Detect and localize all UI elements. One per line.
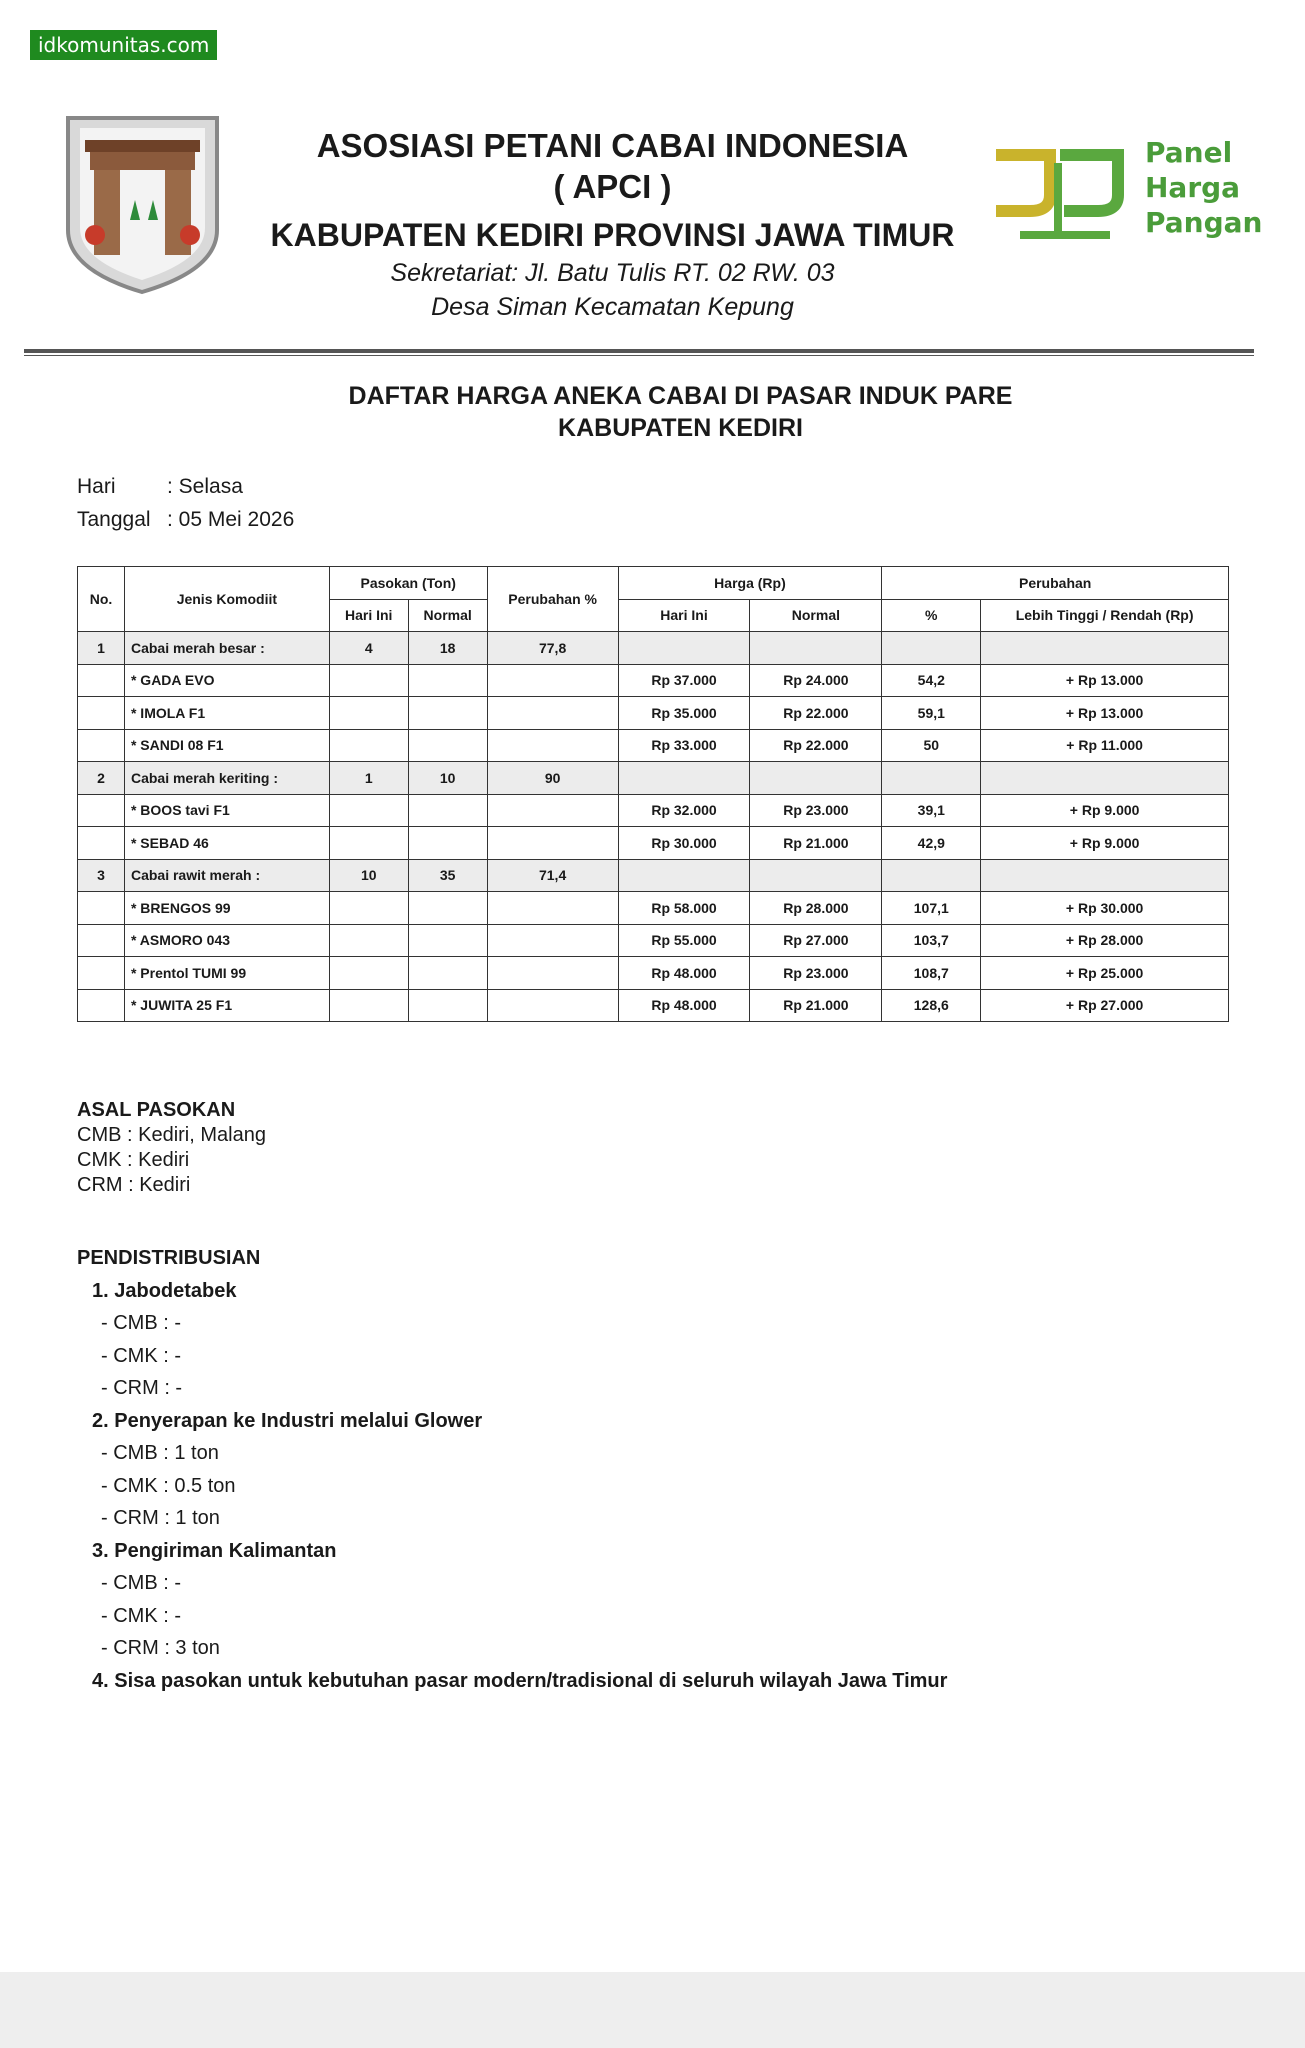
- cell-empty: [408, 827, 487, 860]
- cell-name: * SEBAD 46: [124, 827, 329, 860]
- cell-p-change: 71,4: [487, 859, 618, 892]
- cell-name: * SANDI 08 F1: [124, 729, 329, 762]
- distribusi-sub-item: - CMK : 0.5 ton: [101, 1474, 236, 1497]
- cell-name: Cabai merah besar :: [124, 632, 329, 665]
- cell-pct: 42,9: [882, 827, 981, 860]
- price-table: [77, 566, 1229, 1022]
- cell-price-normal: Rp 21.000: [750, 989, 882, 1022]
- cell-pct: 59,1: [882, 697, 981, 730]
- cell-empty: [78, 924, 125, 957]
- table-group-row: [78, 762, 1229, 795]
- header-divider-thin: [24, 355, 1254, 356]
- distribusi-item: 2. Penyerapan ke Industri melalui Glower: [92, 1409, 483, 1432]
- distribusi-sub-item: - CMK : -: [101, 1604, 181, 1627]
- cell-empty: [329, 989, 408, 1022]
- logo-word-panel: Panel: [1145, 136, 1233, 169]
- table-row: [78, 697, 1229, 730]
- cell-name: * BRENGOS 99: [124, 892, 329, 925]
- cell-name: * GADA EVO: [124, 664, 329, 697]
- cell-price-normal: Rp 21.000: [750, 827, 882, 860]
- cell-price-today: Rp 30.000: [618, 827, 750, 860]
- cell-empty: [487, 827, 618, 860]
- leaf-icon: [990, 143, 1140, 243]
- cell-diff: + Rp 27.000: [981, 989, 1229, 1022]
- cell-empty: [78, 989, 125, 1022]
- cell-empty: [329, 957, 408, 990]
- cell-empty: [329, 924, 408, 957]
- col-no: No.: [78, 567, 125, 632]
- cell-empty: [329, 827, 408, 860]
- col-harga: Harga (Rp): [618, 567, 882, 600]
- cell-empty: [882, 859, 981, 892]
- cell-price-normal: Rp 23.000: [750, 794, 882, 827]
- logo-word-pangan: Pangan: [1145, 206, 1263, 239]
- cell-pct: 107,1: [882, 892, 981, 925]
- cell-empty: [78, 957, 125, 990]
- table-row: [78, 924, 1229, 957]
- cell-name: * JUWITA 25 F1: [124, 989, 329, 1022]
- cell-empty: [408, 957, 487, 990]
- cell-empty: [981, 632, 1229, 665]
- cell-price-normal: Rp 23.000: [750, 957, 882, 990]
- distribusi-sub-item: - CMB : -: [101, 1312, 181, 1334]
- cell-pct: 39,1: [882, 794, 981, 827]
- asal-line: CMK : Kediri: [77, 1149, 190, 1171]
- cell-empty: [329, 697, 408, 730]
- cell-pct: 103,7: [882, 924, 981, 957]
- cell-empty: [487, 892, 618, 925]
- day-value: : Selasa: [167, 475, 243, 498]
- cell-empty: [408, 729, 487, 762]
- cell-empty: [329, 892, 408, 925]
- cell-p-change: 90: [487, 762, 618, 795]
- footer-band: [0, 1972, 1305, 2048]
- distribusi-item: 1. Jabodetabek: [92, 1279, 237, 1302]
- cell-price-normal: Rp 27.000: [750, 924, 882, 957]
- cell-price-today: Rp 35.000: [618, 697, 750, 730]
- cell-empty: [981, 859, 1229, 892]
- org-name-line2: ( APCI ): [553, 168, 672, 205]
- date-info: [77, 470, 294, 536]
- cell-empty: [487, 729, 618, 762]
- col-harga-hari-ini: Hari Ini: [618, 599, 750, 632]
- document-title: [28, 380, 1305, 444]
- distribusi-sub-item: - CRM : 1 ton: [101, 1507, 220, 1529]
- distribusi-heading: PENDISTRIBUSIAN: [77, 1247, 261, 1269]
- cell-empty: [78, 697, 125, 730]
- cell-price-today: Rp 58.000: [618, 892, 750, 925]
- cell-pct: 128,6: [882, 989, 981, 1022]
- cell-empty: [329, 794, 408, 827]
- table-row: [78, 989, 1229, 1022]
- cell-empty: [882, 762, 981, 795]
- cell-empty: [78, 892, 125, 925]
- cell-empty: [408, 697, 487, 730]
- panel-harga-pangan-logo: [990, 135, 1290, 245]
- region-title: KABUPATEN KEDIRI PROVINSI JAWA TIMUR: [270, 217, 955, 253]
- distribusi-sub-item: - CRM : -: [101, 1377, 183, 1399]
- cell-empty: [882, 632, 981, 665]
- cell-no: 1: [78, 632, 125, 665]
- cell-price-today: Rp 32.000: [618, 794, 750, 827]
- address: [0, 256, 1265, 324]
- cell-price-today: Rp 48.000: [618, 989, 750, 1022]
- cell-price-today: Rp 37.000: [618, 664, 750, 697]
- asal-line: CRM : Kediri: [77, 1174, 191, 1196]
- cell-empty: [487, 989, 618, 1022]
- table-row: [78, 827, 1229, 860]
- cell-p-today: 1: [329, 762, 408, 795]
- col-perubahan: Perubahan: [882, 567, 1229, 600]
- title-line1: DAFTAR HARGA ANEKA CABAI DI PASAR INDUK PARE: [348, 382, 1013, 410]
- table-row: [78, 729, 1229, 762]
- distribusi-sub-item: - CRM : 3 ton: [101, 1637, 220, 1659]
- col-lebih: Lebih Tinggi / Rendah (Rp): [981, 599, 1229, 632]
- col-pasokan: Pasokan (Ton): [329, 567, 487, 600]
- cell-empty: [750, 632, 882, 665]
- table-row: [78, 664, 1229, 697]
- cell-empty: [487, 697, 618, 730]
- cell-p-today: 10: [329, 859, 408, 892]
- address-line1: Sekretariat: Jl. Batu Tulis RT. 02 RW. 03: [390, 259, 835, 287]
- cell-price-normal: Rp 24.000: [750, 664, 882, 697]
- cell-diff: + Rp 25.000: [981, 957, 1229, 990]
- cell-empty: [487, 957, 618, 990]
- col-perubahan-pct: Perubahan %: [487, 567, 618, 632]
- cell-empty: [618, 632, 750, 665]
- cell-empty: [78, 664, 125, 697]
- cell-diff: + Rp 9.000: [981, 794, 1229, 827]
- cell-empty: [618, 762, 750, 795]
- cell-price-normal: Rp 22.000: [750, 697, 882, 730]
- cell-empty: [408, 892, 487, 925]
- cell-name: * BOOS tavi F1: [124, 794, 329, 827]
- cell-price-today: Rp 33.000: [618, 729, 750, 762]
- date-label: Tanggal: [77, 508, 151, 531]
- cell-empty: [78, 827, 125, 860]
- day-label: Hari: [77, 475, 116, 498]
- cell-p-change: 77,8: [487, 632, 618, 665]
- col-pasokan-normal: Normal: [408, 599, 487, 632]
- table-group-row: [78, 859, 1229, 892]
- cell-pct: 54,2: [882, 664, 981, 697]
- logo-word-harga: Harga: [1145, 171, 1241, 204]
- cell-name: Cabai merah keriting :: [124, 762, 329, 795]
- distribusi-item: 3. Pengiriman Kalimantan: [92, 1539, 337, 1562]
- cell-empty: [78, 794, 125, 827]
- cell-empty: [408, 664, 487, 697]
- col-pasokan-hari-ini: Hari Ini: [329, 599, 408, 632]
- distribusi-sub-item: - CMK : -: [101, 1344, 181, 1367]
- cell-empty: [618, 859, 750, 892]
- cell-empty: [408, 924, 487, 957]
- cell-name: * Prentol TUMI 99: [124, 957, 329, 990]
- cell-no: 2: [78, 762, 125, 795]
- asal-heading: ASAL PASOKAN: [77, 1099, 236, 1121]
- cell-no: 3: [78, 859, 125, 892]
- cell-empty: [78, 729, 125, 762]
- cell-diff: + Rp 13.000: [981, 697, 1229, 730]
- cell-empty: [750, 859, 882, 892]
- cell-p-normal: 10: [408, 762, 487, 795]
- cell-diff: + Rp 28.000: [981, 924, 1229, 957]
- cell-empty: [750, 762, 882, 795]
- cell-empty: [329, 664, 408, 697]
- address-line2: Desa Siman Kecamatan Kepung: [431, 293, 794, 321]
- cell-price-today: Rp 48.000: [618, 957, 750, 990]
- col-komoditi: Jenis Komodiit: [124, 567, 329, 632]
- table-row: [78, 794, 1229, 827]
- cell-empty: [408, 989, 487, 1022]
- col-harga-normal: Normal: [750, 599, 882, 632]
- distribusi-sub-item: - CMB : 1 ton: [101, 1442, 219, 1464]
- cell-p-today: 4: [329, 632, 408, 665]
- cell-diff: + Rp 13.000: [981, 664, 1229, 697]
- cell-p-normal: 35: [408, 859, 487, 892]
- cell-diff: + Rp 11.000: [981, 729, 1229, 762]
- cell-diff: + Rp 30.000: [981, 892, 1229, 925]
- asal-line: CMB : Kediri, Malang: [77, 1124, 266, 1146]
- cell-pct: 108,7: [882, 957, 981, 990]
- table-row: [78, 957, 1229, 990]
- pendistribusian: [77, 1242, 947, 1697]
- cell-price-today: Rp 55.000: [618, 924, 750, 957]
- cell-price-normal: Rp 28.000: [750, 892, 882, 925]
- cell-empty: [329, 729, 408, 762]
- asal-pasokan: [77, 1098, 266, 1198]
- distribusi-sub-item: - CMB : -: [101, 1572, 181, 1594]
- date-value: : 05 Mei 2026: [167, 508, 295, 531]
- cell-p-normal: 18: [408, 632, 487, 665]
- table-group-row: [78, 632, 1229, 665]
- table-row: [78, 892, 1229, 925]
- cell-empty: [487, 664, 618, 697]
- cell-empty: [487, 794, 618, 827]
- cell-name: Cabai rawit merah :: [124, 859, 329, 892]
- cell-price-normal: Rp 22.000: [750, 729, 882, 762]
- header-divider-thick: [24, 349, 1254, 353]
- cell-name: * IMOLA F1: [124, 697, 329, 730]
- org-name-line1: ASOSIASI PETANI CABAI INDONESIA: [316, 127, 909, 164]
- watermark-badge: idkomunitas.com: [30, 30, 217, 60]
- title-line2: KABUPATEN KEDIRI: [558, 414, 803, 442]
- cell-empty: [981, 762, 1229, 795]
- cell-empty: [408, 794, 487, 827]
- col-pct: %: [882, 599, 981, 632]
- cell-pct: 50: [882, 729, 981, 762]
- distribusi-item: 4. Sisa pasokan untuk kebutuhan pasar modern/tradisional di seluruh wilayah Jawa Timur: [92, 1669, 948, 1692]
- cell-name: * ASMORO 043: [124, 924, 329, 957]
- cell-empty: [487, 924, 618, 957]
- cell-diff: + Rp 9.000: [981, 827, 1229, 860]
